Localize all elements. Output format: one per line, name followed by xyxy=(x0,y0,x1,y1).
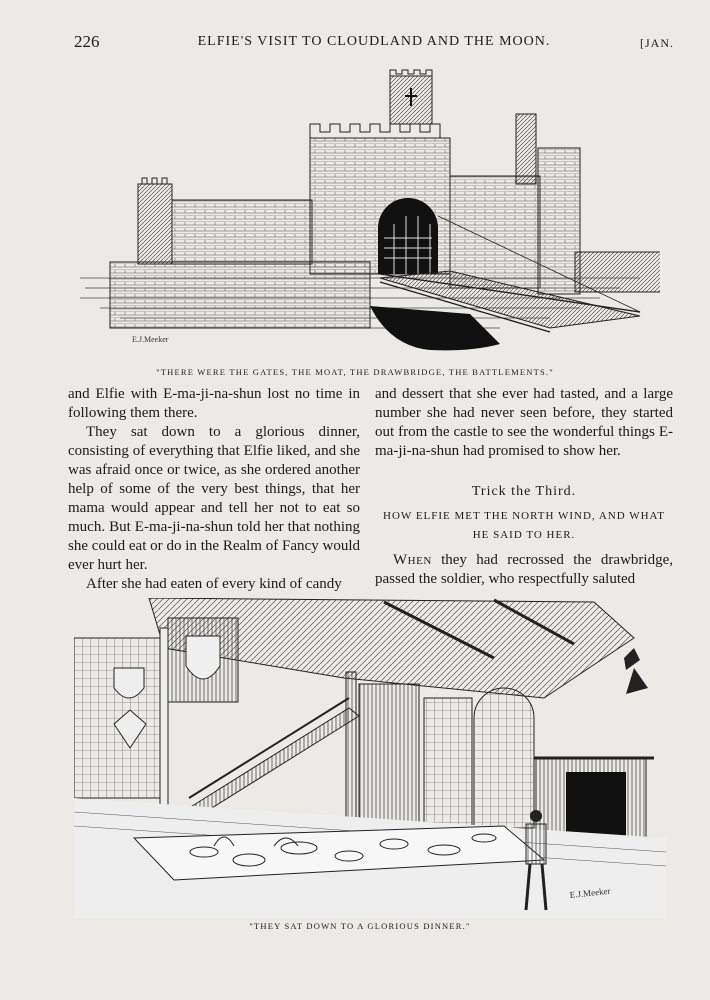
section-heading: Trick the Third. xyxy=(471,484,577,499)
gothic-window xyxy=(474,688,534,828)
castle-artist-signature: E.J.Meeker xyxy=(132,335,169,344)
running-month: [JAN. xyxy=(640,36,674,50)
paragraph xyxy=(375,551,673,589)
left-column xyxy=(68,385,360,594)
paragraph-lead-words: When xyxy=(393,552,432,568)
paragraph: After she had eaten of every kind of candy xyxy=(86,576,342,592)
right-column xyxy=(375,385,673,589)
castle-illustration xyxy=(80,66,660,358)
banquet-drawing xyxy=(74,598,666,918)
paragraph-text: they had recrossed the drawbridge, passed the soldier, who respectfully saluted xyxy=(375,552,673,587)
banquet-artist-signature: E.J.Meeker xyxy=(569,885,611,900)
running-title: ELFIE'S VISIT TO CLOUDLAND AND THE MOON. xyxy=(197,34,551,49)
paragraph: They sat down to a glorious dinner, consisting of everything that Elfie liked, and she was afraid once or twice, as she ordered another help of some of the very best things, that her mama would appear and tell her not to eat so much. But E-ma-ji-na-shun told her that nothing she could eat or do in the Realm of Fancy would ever hurt her. xyxy=(68,424,360,573)
castle-caption: "THERE WERE THE GATES, THE MOAT, THE DRAWBRIDGE, THE BATTLEMENTS." xyxy=(156,367,554,377)
banquet-caption: "THEY SAT DOWN TO A GLORIOUS DINNER." xyxy=(249,921,471,931)
paragraph: and dessert that she ever had tasted, and a large number she had never seen before, they started out from the castle to see the wonderful things E-ma-ji-na-shun had promised to show her. xyxy=(375,386,673,459)
page-number: 226 xyxy=(74,32,100,51)
running-header xyxy=(74,32,674,56)
lattice-window xyxy=(74,638,164,798)
section-subheading: HOW ELFIE MET THE NORTH WIND, AND WHAT HE SAID TO HER. xyxy=(383,510,665,541)
banquet-illustration xyxy=(74,598,666,918)
staircase xyxy=(189,708,359,816)
castle-drawing xyxy=(80,66,660,358)
castle-gateway xyxy=(378,198,438,274)
shield-icon xyxy=(186,636,220,679)
paragraph: and Elfie with E-ma-ji-na-shun lost no time in following them there. xyxy=(68,386,360,421)
stag-antlers xyxy=(624,648,648,694)
